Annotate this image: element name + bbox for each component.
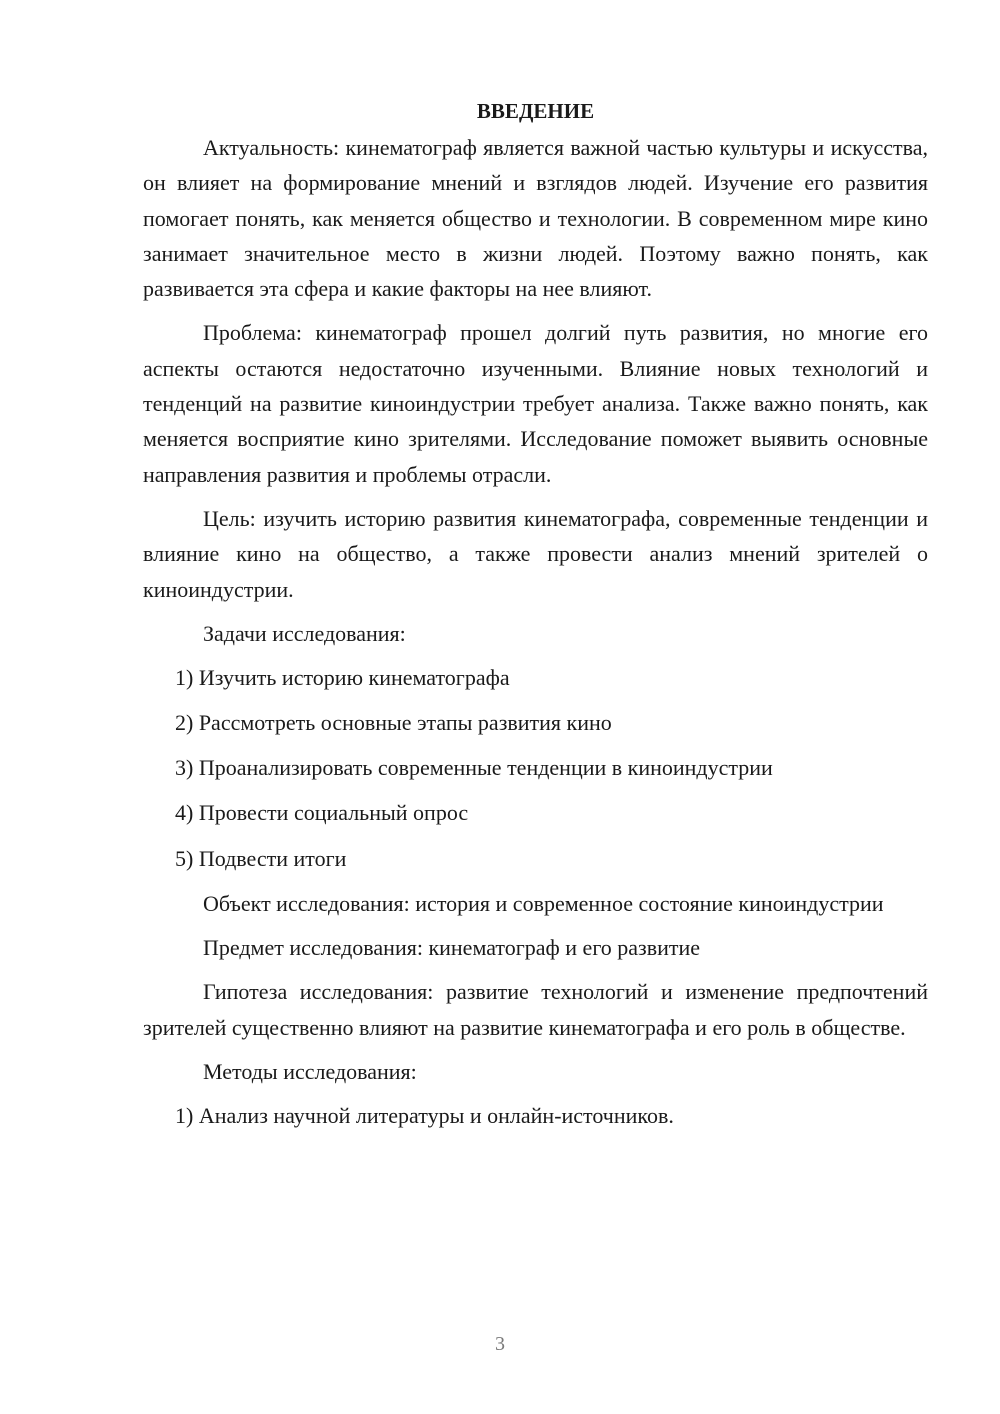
list-item: 3) Проанализировать современные тенденции в киноиндустрии (175, 755, 773, 781)
methods-list (143, 1098, 928, 1133)
list-item: 5) Подвести итоги (175, 845, 347, 871)
list-item: 4) Провести социальный опрос (175, 800, 469, 826)
problem-paragraph: Проблема: кинематограф прошел долгий путь развития, но многие его аспекты остаются недостаточно изученными. Влияние новых технологий и тенденций на развитие киноиндустрии требует анализа. Также важно понять, как меняется восприятие кино зрителями. Исследование поможет выявить основные направления развития и проблемы отрасли. (143, 320, 928, 487)
subject-paragraph: Предмет исследования: кинематограф и его развитие (203, 934, 701, 960)
relevance-paragraph: Актуальность: кинематограф является важной частью культуры и искусства, он влияет на формирование мнений и взглядов людей. Изучение его развития помогает понять, как меняется общество и технологии. В современном мире кино занимает значительное место в жизни людей. Поэтому важно понять, как развивается эта сфера и какие факторы на нее влияют. (143, 135, 928, 302)
methods-heading: Методы исследования: (203, 1058, 417, 1084)
list-item: 1) Анализ научной литературы и онлайн-источников. (175, 1103, 674, 1129)
tasks-list (143, 660, 928, 876)
document-page (143, 96, 928, 1143)
hypothesis-paragraph: Гипотеза исследования: развитие технологий и изменение предпочтений зрителей существенно влияют на развитие кинематографа и его роль в обществе. (143, 979, 928, 1040)
page-number: 3 (495, 1333, 505, 1355)
tasks-heading: Задачи исследования: (203, 620, 406, 646)
goal-paragraph: Цель: изучить историю развития кинематографа, современные тенденции и влияние кино на общество, а также провести анализ мнений зрителей о киноиндустрии. (143, 505, 928, 602)
object-paragraph: Объект исследования: история и современное состояние киноиндустрии (203, 890, 884, 916)
list-item: 2) Рассмотреть основные этапы развития кино (175, 710, 612, 736)
list-item: 1) Изучить историю кинематографа (175, 665, 510, 691)
section-title: ВВЕДЕНИЕ (476, 99, 595, 123)
